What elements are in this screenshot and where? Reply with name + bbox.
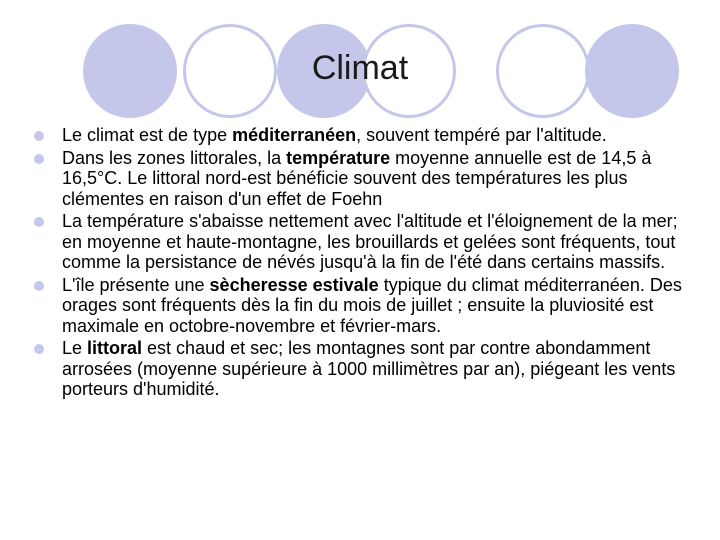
bullet-text-segment: , souvent tempéré par l'altitude. xyxy=(356,125,607,145)
bullet-dot-icon xyxy=(34,131,44,141)
bullet-item xyxy=(34,211,694,273)
bullet-item xyxy=(34,125,694,146)
bullet-text-segment: Le climat est de type xyxy=(62,125,233,145)
bullet-text xyxy=(62,275,682,336)
bullet-item xyxy=(34,148,694,210)
bullet-dot-icon xyxy=(34,154,44,164)
bullet-bold-text: méditerranéen xyxy=(232,125,357,145)
bullet-bold-text: littoral xyxy=(87,338,143,358)
bullet-text-segment: Dans les zones littorales, la xyxy=(62,147,287,168)
bullet-text xyxy=(62,148,651,209)
bullet-text xyxy=(62,338,675,399)
bullet-text-segment: typique du climat méditerranéen. Des orages sont fréquents dès la fin du mois de juillet ; ensuite la pluviosité est maximale en octobre-novembre et février-mars. xyxy=(62,274,682,336)
bullet-dot-icon xyxy=(34,217,44,227)
slide-title: Climat xyxy=(311,49,409,87)
bullet-item xyxy=(34,338,694,400)
bullet-dot-icon xyxy=(34,344,44,354)
bullet-bold-text: sècheresse estivale xyxy=(209,274,379,295)
bullet-text-segment: est chaud et sec; les montagnes sont par contre abondamment arrosées (moyenne supérieure à 1000 millimètres par an), piégeant les vents porteurs d'humidité. xyxy=(62,338,676,399)
bullet-bold-text: température xyxy=(286,147,391,168)
bullet-text-segment: L'île présente une xyxy=(62,274,210,295)
bullet-text-segment: moyenne annuelle est de 14,5 à 16,5°C. Le littoral nord-est bénéficie souvent des températures les plus clémentes en raison d'un effet de Foehn xyxy=(62,147,652,209)
bullet-item xyxy=(34,275,694,337)
bullet-list xyxy=(34,125,694,402)
bullet-text-segment: La température s'abaisse nettement avec l'altitude et l'éloignement de la mer; en moyenne et haute-montagne, les brouillards et gelées sont fréquents, tout comme la persistance de névés jusqu'à la fin de l'été dans certains massifs. xyxy=(62,211,678,272)
bullet-text-segment: Le xyxy=(62,338,88,358)
bullet-text xyxy=(62,211,678,272)
bullet-dot-icon xyxy=(34,281,44,291)
bullet-text xyxy=(62,125,607,145)
